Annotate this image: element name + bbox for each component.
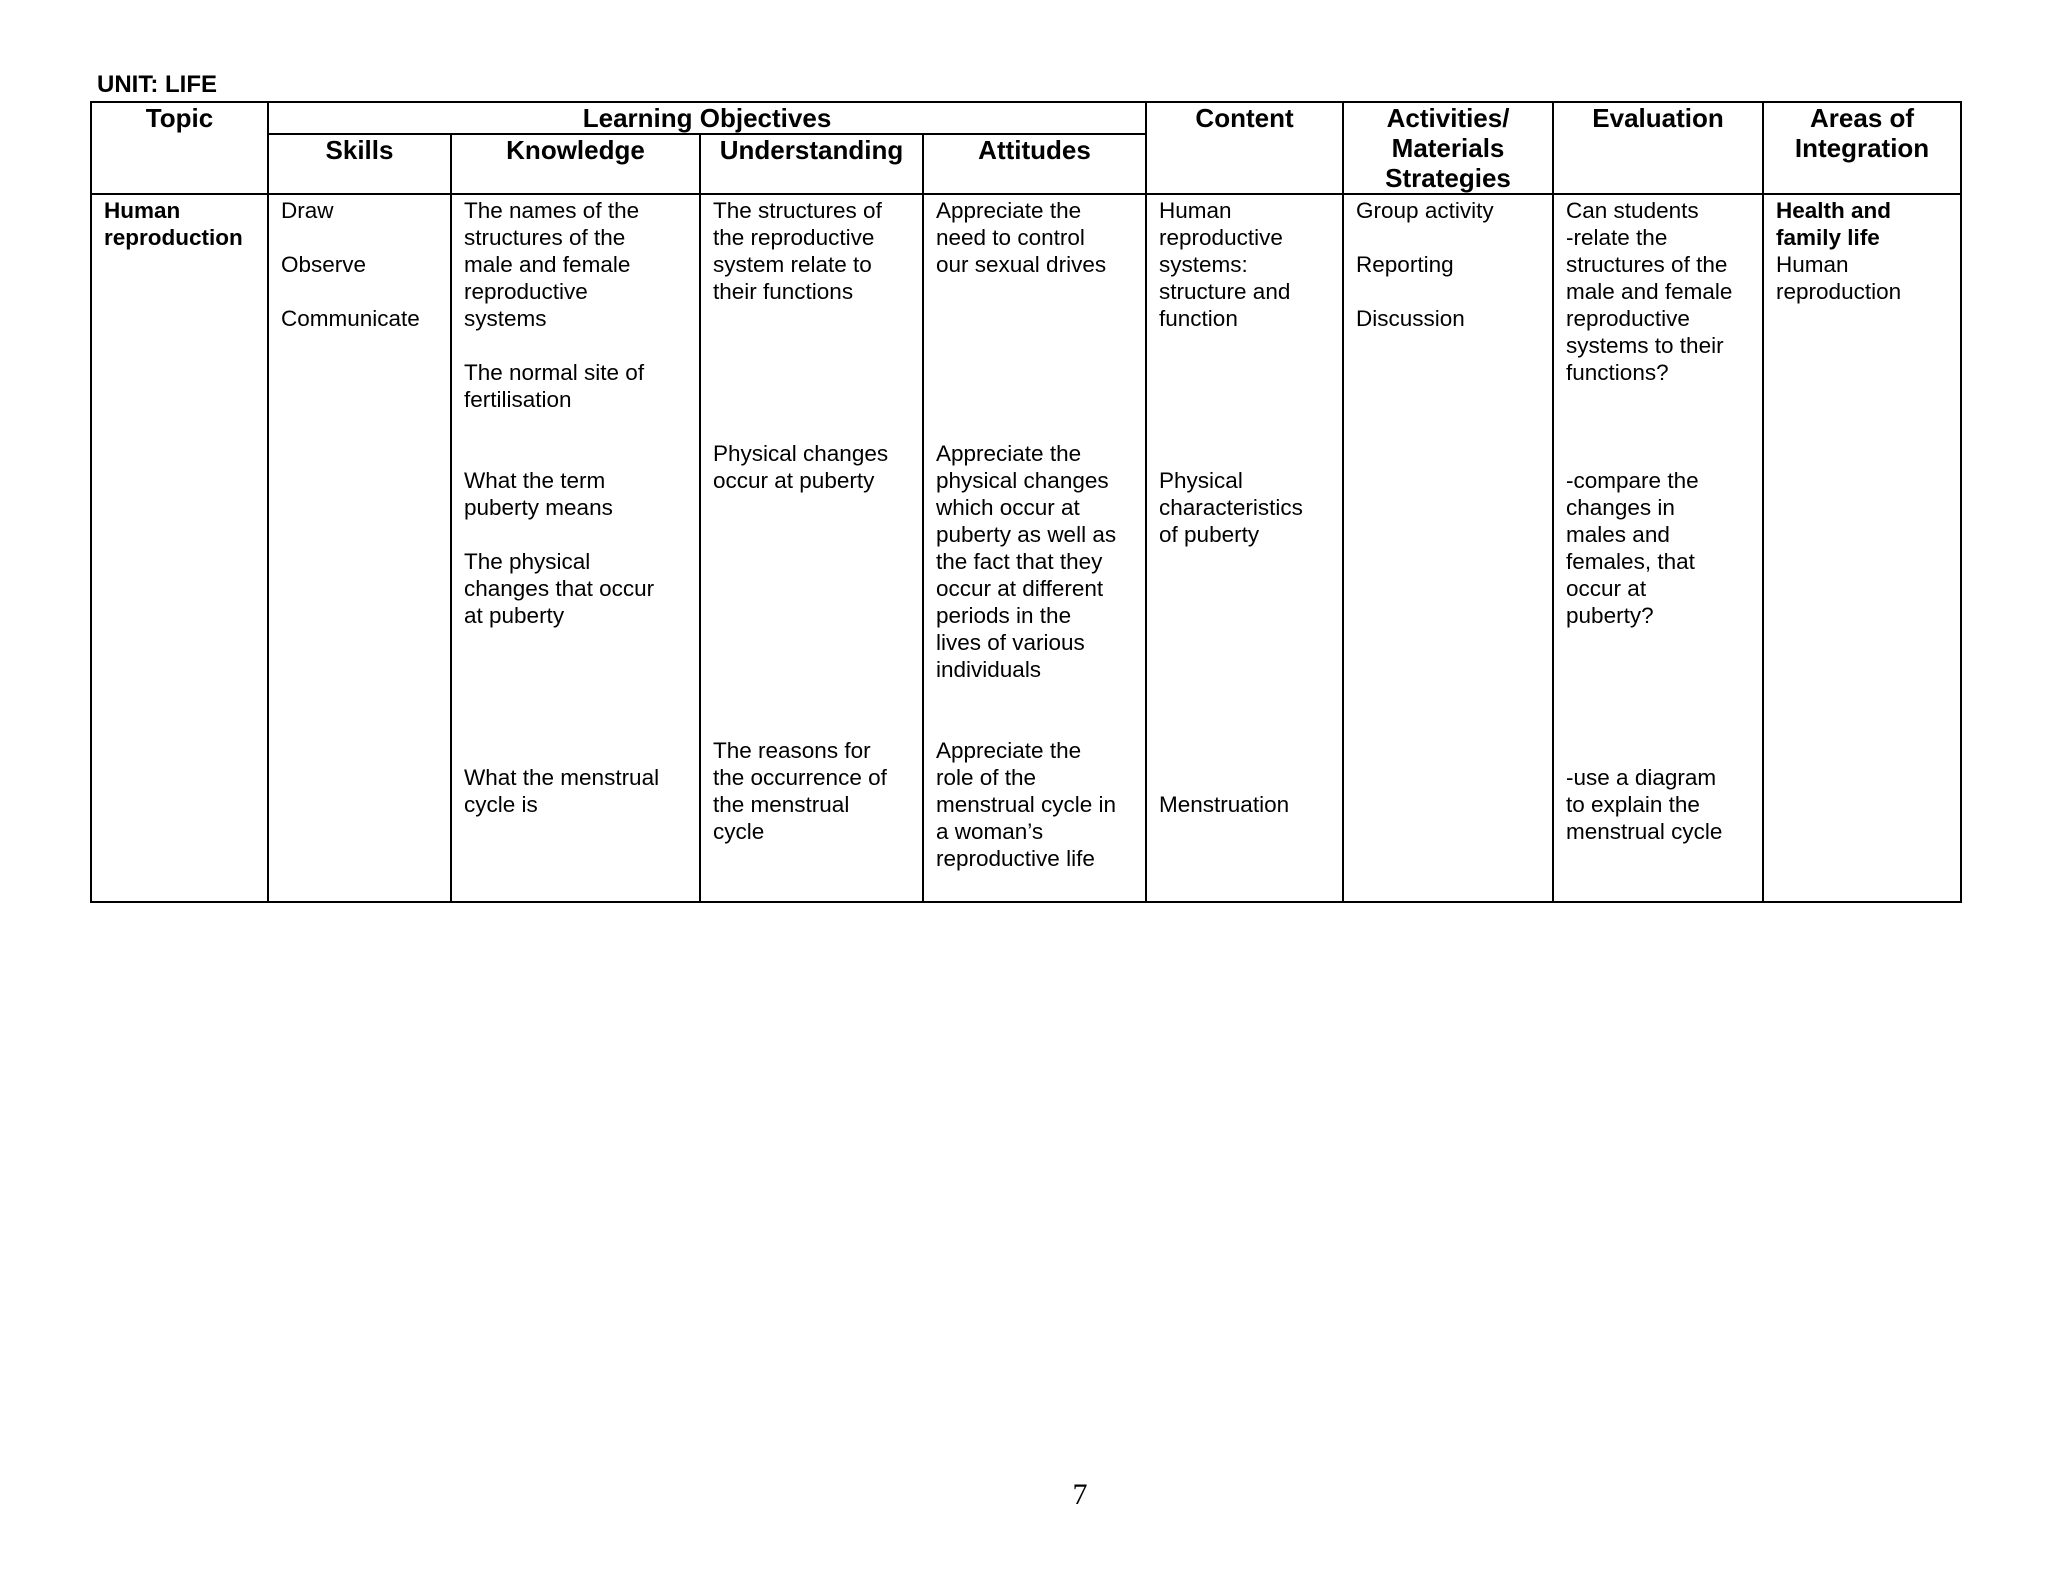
cell-content: Human reproductive systems: structure and function Physical characteristics of puberty Menstruation [1146, 194, 1343, 902]
curriculum-table [90, 101, 1962, 903]
header-understanding: Understanding [700, 134, 923, 194]
header-learning-objectives: Learning Objectives [268, 102, 1146, 134]
header-areas-of-integration: Areas of Integration [1763, 102, 1961, 194]
header-skills: Skills [268, 134, 451, 194]
cell-skills: Draw Observe Communicate [268, 194, 451, 902]
header-topic: Topic [91, 102, 268, 194]
header-attitudes: Attitudes [923, 134, 1146, 194]
cell-attitudes: Appreciate the need to control our sexual drives Appreciate the physical changes which occur at puberty as well as the fact that they occur at different periods in the lives of various individuals Appreciate the role of the menstrual cycle in a woman’s reproductive life [923, 194, 1146, 902]
cell-evaluation: Can students -relate the structures of the male and female reproductive systems to their functions? -compare the changes in males and females, that occur at puberty? -use a diagram to explain the menstrual cycle [1553, 194, 1763, 902]
areas-text: Human reproduction [1776, 252, 1902, 304]
header-knowledge: Knowledge [451, 134, 700, 194]
page-number: 7 [1072, 1478, 1088, 1511]
header-evaluation: Evaluation [1553, 102, 1763, 194]
header-activities: Activities/ Materials Strategies [1343, 102, 1553, 194]
unit-title: UNIT: LIFE [97, 71, 217, 98]
cell-activities: Group activity Reporting Discussion [1343, 194, 1553, 902]
cell-knowledge: The names of the structures of the male and female reproductive systems The normal site of fertilisation What the term puberty means The physical changes that occur at puberty What the menstrual cycle is [451, 194, 700, 902]
header-content: Content [1146, 102, 1343, 194]
table-row [91, 194, 1961, 902]
cell-areas-of-integration [1763, 194, 1961, 902]
cell-understanding: The structures of the reproductive system relate to their functions Physical changes occur at puberty The reasons for the occurrence of the menstrual cycle [700, 194, 923, 902]
cell-topic: Human reproduction [91, 194, 268, 902]
areas-heading: Health and family life [1776, 198, 1892, 250]
